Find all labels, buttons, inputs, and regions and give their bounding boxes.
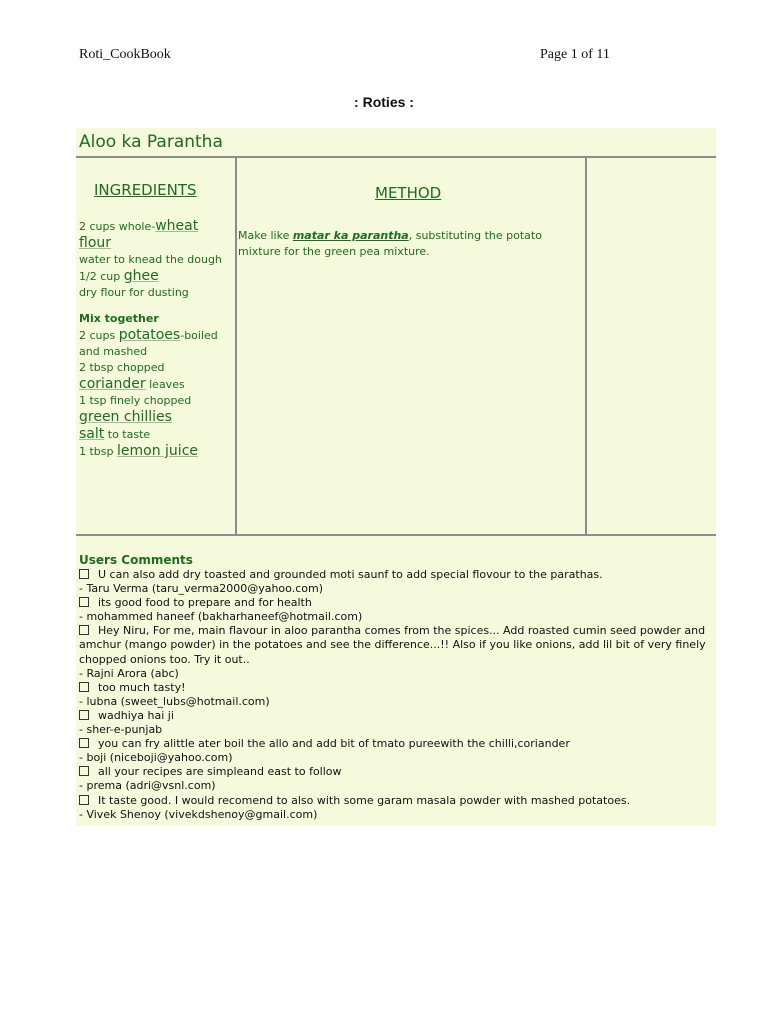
document-name: Roti_CookBook (79, 47, 171, 62)
checkbox-icon (79, 738, 89, 748)
comment-body: Hey Niru, For me, main flavour in aloo parantha comes from the spices... Add roasted cumin seed powder and amchur (mango powder) in the potatoes and see the difference...!! Also if you like onions, add lil bit of very finely chopped onions too. Try it out.. (79, 624, 706, 666)
comment-author: - mohammed haneef (bakharhaneef@hotmail.com) (79, 610, 363, 624)
comment-author: - prema (adri@vsnl.com) (79, 779, 216, 793)
comment-body: U can also add dry toasted and grounded moti saunf to add special flovour to the parathas. (98, 568, 603, 581)
ingredient-coriander: coriander leaves (79, 376, 185, 392)
column-divider-1 (235, 156, 237, 536)
comment-author: - Taru Verma (taru_verma2000@yahoo.com) (79, 582, 323, 596)
ingredient-link-green-chillies[interactable]: green chillies (79, 409, 172, 425)
ingredient-chopped: 2 tbsp chopped (79, 361, 165, 374)
ingredient-finely-chopped: 1 tsp finely chopped (79, 394, 192, 407)
comment-text (79, 624, 715, 666)
checkbox-icon (79, 795, 89, 805)
mix-together-label: Mix together (79, 312, 159, 325)
comment-body: all your recipes are simpleand east to follow (98, 765, 342, 779)
table-top-border (76, 156, 716, 158)
ingredient-wheat-flour: 2 cups whole-wheat flour (79, 218, 199, 251)
page-number: Page 1 of 11 (540, 47, 610, 62)
ingredient-potatoes: 2 cups potatoes-boiled and mashed (79, 327, 218, 358)
user-comments (79, 553, 715, 822)
ingredient-link-flour[interactable]: flour (79, 235, 112, 251)
ingredient-water: water to knead the dough (79, 253, 222, 266)
comment-author: - sher-e-punjab (79, 723, 163, 737)
comment-text (79, 737, 715, 751)
ingredient-link-potatoes[interactable]: potatoes (118, 327, 181, 343)
comment-author: - Rajni Arora (abc) (79, 666, 179, 680)
comment-author: - boji (niceboji@yahoo.com) (79, 751, 233, 765)
ingredients-heading: INGREDIENTS (94, 181, 197, 199)
method-link-matar-ka-parantha[interactable]: matar ka parantha (292, 229, 409, 242)
method-heading: METHOD (375, 184, 442, 202)
ingredient-lemon-juice: 1 tbsp lemon juice (79, 443, 199, 459)
ingredient-green-chillies (79, 409, 233, 426)
checkbox-icon (79, 682, 89, 692)
comment-text (79, 709, 715, 723)
comment-text (79, 765, 715, 779)
comment-text (79, 596, 715, 610)
ingredient-link-salt[interactable]: salt (79, 426, 105, 442)
comment-author: - Vivek Shenoy (vivekdshenoy@gmail.com) (79, 807, 318, 821)
method-text: Make like matar ka parantha, substituting the potato mixture for the green pea mixture. (238, 229, 542, 258)
comment-body: wadhiya hai ji (98, 708, 174, 722)
section-title: : Roties : (354, 94, 414, 110)
recipe-title: Aloo ka Parantha (79, 132, 223, 152)
table-bottom-border (76, 534, 716, 536)
ingredient-salt: salt to taste (79, 426, 151, 442)
comment-text (79, 568, 715, 582)
checkbox-icon (79, 766, 89, 776)
comment-body: too much tasty! (98, 680, 186, 694)
ingredient-link-lemon-juice[interactable]: lemon juice (117, 443, 199, 459)
comment-body: you can fry alittle ater boil the allo and add bit of tmato pureewith the chilli,coriander (98, 737, 570, 751)
ingredient-ghee: 1/2 cup ghee (79, 268, 159, 284)
ingredient-link-wheat[interactable]: wheat (155, 218, 199, 234)
ingredient-dry-flour: dry flour for dusting (79, 286, 189, 299)
comment-text (79, 681, 715, 695)
ingredients-list (79, 218, 233, 460)
checkbox-icon (79, 625, 89, 635)
comment-body: its good food to prepare and for health (98, 596, 312, 610)
column-divider-2 (585, 156, 587, 536)
comment-body: It taste good. I would recomend to also with some garam masala powder with mashed potatoes. (98, 793, 631, 807)
checkbox-icon (79, 569, 89, 579)
checkbox-icon (79, 710, 89, 720)
comment-text (79, 794, 715, 808)
comment-author: - lubna (sweet_lubs@hotmail.com) (79, 694, 270, 708)
comment-list (79, 568, 715, 822)
ingredient-link-coriander[interactable]: coriander (79, 376, 146, 392)
checkbox-icon (79, 597, 89, 607)
ingredient-link-ghee[interactable]: ghee (123, 268, 159, 284)
comments-title: Users Comments (79, 553, 193, 567)
